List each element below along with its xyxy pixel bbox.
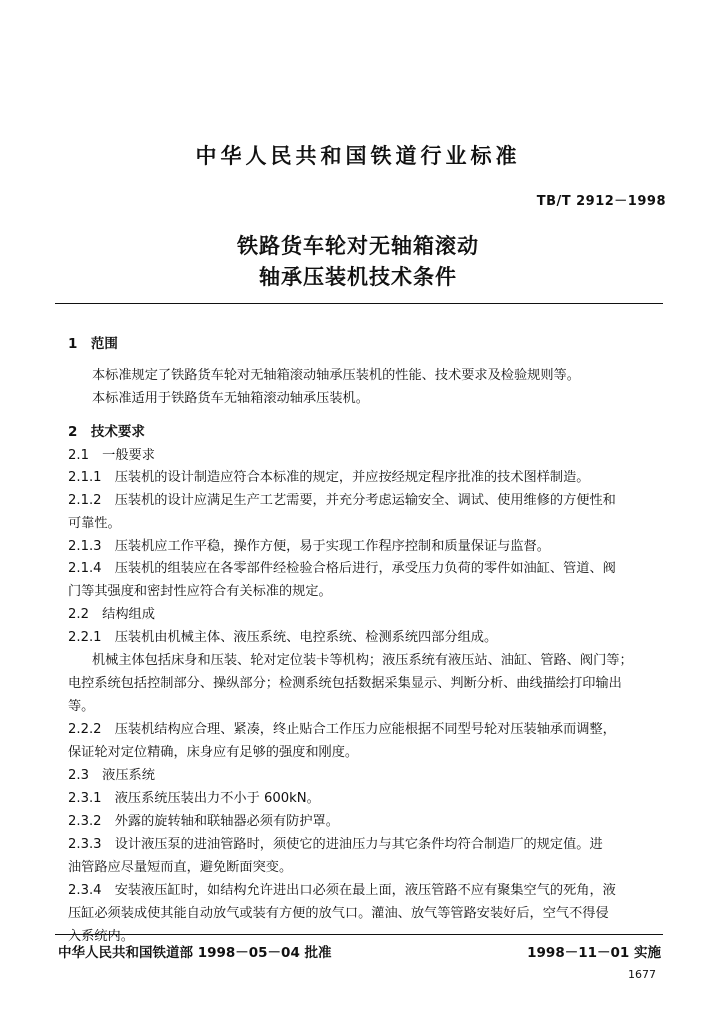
clause-2-2-2-line1: 2.2.2 压装机结构应合理、紧凑，终止贴合工作压力应能根据不同型号轮对压装轴承而调整， <box>68 722 616 737</box>
clause-2-3-2: 2.3.2 外露的旋转轴和联轴器必须有防护罩。 <box>68 814 339 829</box>
document-title-line2: 轴承压装机技术条件 <box>259 265 457 289</box>
clause-2-2-1-paragraph-line3: 等。 <box>68 699 95 714</box>
section-1-paragraph-2: 本标准适用于铁路货车无轴箱滚动轴承压装机。 <box>92 391 369 406</box>
top-divider <box>55 303 663 304</box>
clause-2-2-2-line2: 保证轮对定位精确，床身应有足够的强度和刚度。 <box>68 745 359 760</box>
section-1-heading: 1 范围 <box>68 336 118 352</box>
clause-2-1-4-line2: 门等其强度和密封性应符合有关标准的规定。 <box>68 584 332 599</box>
approval-line: 中华人民共和国铁道部 1998－05－04 批准 <box>58 945 332 961</box>
clause-2-3-4-line2: 压缸必须装成使其能自动放气或装有方便的放气口。灌油、放气等管路安装好后，空气不得侵 <box>68 906 609 921</box>
standard-body-header: 中华人民共和国铁道行业标准 <box>195 144 521 168</box>
page-number: 1677 <box>628 968 656 981</box>
clause-2-1-4-line1: 2.1.4 压装机的组装应在各零部件经检验合格后进行，承受压力负荷的零件如油缸、管道、阀 <box>68 561 616 576</box>
section-1-paragraph-1: 本标准规定了铁路货车轮对无轴箱滚动轴承压装机的性能、技术要求及检验规则等。 <box>92 368 580 383</box>
standard-code: TB/T 2912－1998 <box>536 194 666 209</box>
clause-2-2: 2.2 结构组成 <box>68 607 155 622</box>
clause-2-2-1-paragraph-line1: 机械主体包括床身和压装、轮对定位装卡等机构；液压系统有液压站、油缸、管路、阀门等； <box>92 653 633 668</box>
clause-2-1-2-line1: 2.1.2 压装机的设计应满足生产工艺需要，并充分考虑运输安全、调试、使用维修的方便性和 <box>68 493 616 508</box>
clause-2-1-2-line2: 可靠性。 <box>68 516 121 531</box>
clause-2-3-4-line3: 入系统内。 <box>68 929 134 944</box>
clause-2-3-3-line2: 油管路应尽量短而直，避免断面突变。 <box>68 860 293 875</box>
implementation-line: 1998－11－01 实施 <box>527 945 661 961</box>
clause-2-3-4-line1: 2.3.4 安装液压缸时，如结构允许进出口必须在最上面，液压管路不应有聚集空气的死角，液 <box>68 883 616 898</box>
clause-2-3-3-line1: 2.3.3 设计液压泵的进油管路时，须使它的进油压力与其它条件均符合制造厂的规定值。进 <box>68 837 603 852</box>
clause-2-3-1: 2.3.1 液压系统压装出力不小于 600kN。 <box>68 791 320 806</box>
clause-2-1: 2.1 一般要求 <box>68 448 155 463</box>
section-2-heading: 2 技术要求 <box>68 424 145 440</box>
clause-2-2-1: 2.2.1 压装机由机械主体、液压系统、电控系统、检测系统四部分组成。 <box>68 630 498 645</box>
clause-2-1-1: 2.1.1 压装机的设计制造应符合本标准的规定，并应按经规定程序批准的技术图样制造。 <box>68 470 590 485</box>
document-title-line1: 铁路货车轮对无轴箱滚动 <box>237 234 479 258</box>
clause-2-1-3: 2.1.3 压装机应工作平稳，操作方便，易于实现工作程序控制和质量保证与监督。 <box>68 539 550 554</box>
clause-2-2-1-paragraph-line2: 电控系统包括控制部分、操纵部分；检测系统包括数据采集显示、判断分析、曲线描绘打印输出 <box>68 676 622 691</box>
clause-2-3: 2.3 液压系统 <box>68 768 155 783</box>
bottom-divider <box>55 934 663 935</box>
